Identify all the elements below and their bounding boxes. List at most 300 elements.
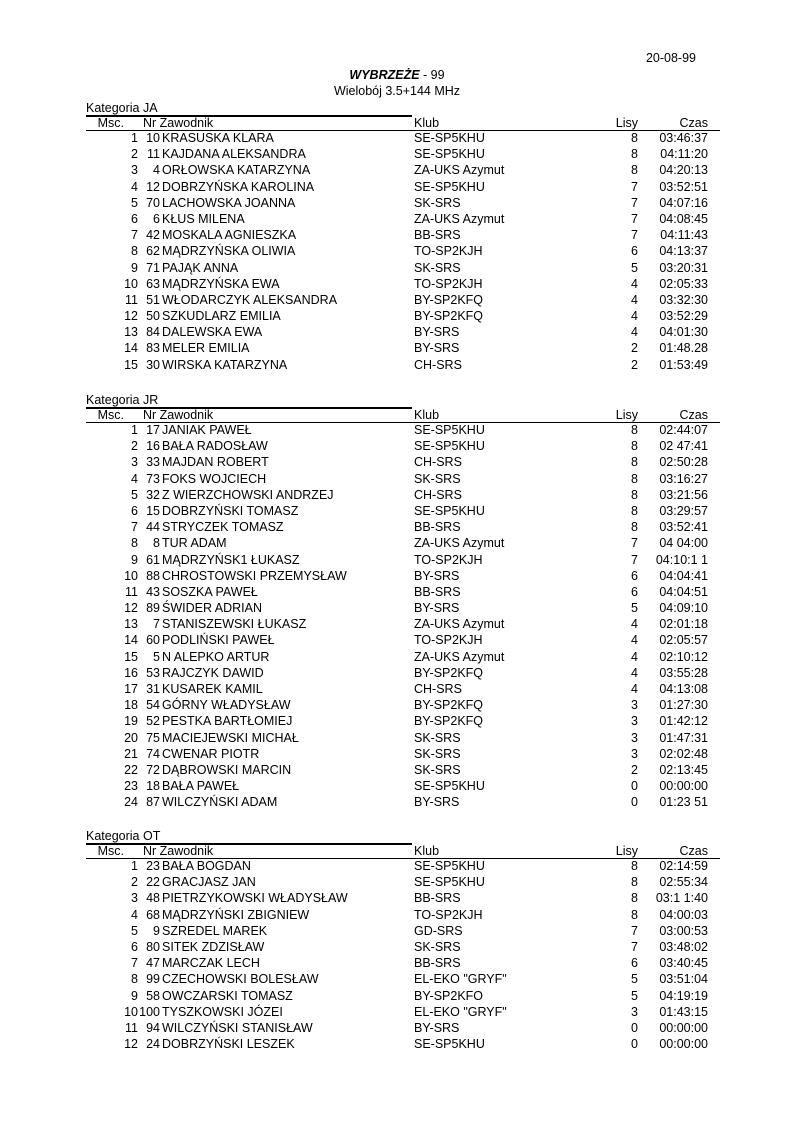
competitor-name-cell: ŚWIDER ADRIAN	[162, 601, 263, 616]
event-name: WYBRZEŻE	[349, 68, 420, 82]
club-cell: SE-SP5KHU	[414, 859, 485, 873]
place-cell: 2	[131, 147, 138, 162]
category-title: Kategoria OT	[86, 829, 161, 843]
place-cell: 6	[131, 211, 138, 226]
foxes-count-cell: 8	[631, 471, 638, 486]
time-cell: 02:50:28	[659, 455, 708, 470]
foxes-count-cell: 8	[631, 907, 638, 922]
table-row	[86, 227, 720, 243]
table-row	[86, 454, 720, 470]
place-cell: 23	[124, 779, 138, 794]
club-cell: EL-EKO "GRYF"	[414, 1004, 507, 1019]
start-number-cell: 94	[146, 1020, 160, 1035]
foxes-count-cell: 8	[631, 131, 638, 145]
competitor-name-cell: MĄDRZYŃSKA OLIWIA	[162, 244, 296, 259]
time-cell: 01:23 51	[659, 795, 708, 810]
place-cell: 15	[124, 649, 138, 664]
club-cell: SK-SRS	[414, 195, 461, 210]
club-cell: SK-SRS	[414, 471, 461, 486]
start-number-cell: 61	[146, 552, 160, 567]
place-cell: 9	[131, 552, 138, 567]
time-cell: 04:11:20	[660, 147, 708, 162]
place-cell: 8	[131, 244, 138, 259]
club-cell: SE-SP5KHU	[414, 875, 485, 890]
club-cell: BY-SP2KFO	[414, 988, 484, 1003]
table-row	[86, 794, 720, 810]
table-row	[86, 616, 720, 632]
competitor-name-cell: MACIEJEWSKI MICHAŁ	[162, 730, 299, 745]
place-cell: 8	[131, 972, 138, 987]
table-row	[86, 422, 720, 438]
header-top-rule	[86, 407, 412, 409]
club-cell: SE-SP5KHU	[414, 779, 485, 794]
table-header	[86, 116, 720, 130]
time-cell: 03:29:57	[659, 503, 708, 518]
foxes-count-cell: 4	[631, 665, 638, 680]
time-cell: 00:00:00	[659, 779, 708, 794]
time-cell: 04:13:08	[659, 682, 708, 696]
competitor-name-cell: KRASUSKA KLARA	[162, 131, 274, 145]
club-cell: BB-SRS	[414, 891, 461, 906]
competitor-name-cell: STRYCZEK TOMASZ	[162, 520, 284, 535]
foxes-count-cell: 7	[631, 923, 638, 938]
foxes-count-cell: 8	[631, 147, 638, 162]
time-cell: 04:10:1 1	[655, 552, 708, 567]
competitor-name-cell: TUR ADAM	[162, 536, 227, 551]
start-number-cell: 24	[146, 1037, 160, 1052]
competitor-name-cell: KAJDANA ALEKSANDRA	[162, 147, 306, 162]
table-row	[86, 260, 720, 276]
time-cell: 01:43:15	[659, 1004, 708, 1019]
foxes-count-cell: 6	[631, 244, 638, 259]
event-year: - 99	[423, 68, 445, 82]
table-row	[86, 211, 720, 227]
competitor-name-cell: MELER EMILIA	[162, 341, 250, 356]
start-number-cell: 7	[153, 617, 160, 632]
time-cell: 03:16:27	[659, 471, 708, 486]
place-cell: 3	[131, 163, 138, 178]
place-cell: 5	[131, 195, 138, 210]
foxes-count-cell: 6	[631, 956, 638, 971]
start-number-cell: 80	[146, 939, 160, 954]
time-cell: 04:19:19	[659, 988, 708, 1003]
club-cell: SE-SP5KHU	[414, 503, 485, 518]
start-number-cell: 62	[146, 244, 160, 259]
place-cell: 2	[131, 439, 138, 454]
table-row	[86, 697, 720, 713]
header-top-rule	[86, 843, 412, 845]
table-row	[86, 438, 720, 454]
table-row	[86, 858, 720, 874]
club-cell: BB-SRS	[414, 584, 461, 599]
start-number-cell: 51	[146, 292, 160, 307]
competitor-name-cell: CHROSTOWSKI PRZEMYSŁAW	[162, 568, 347, 583]
table-row	[86, 907, 720, 923]
club-cell: BY-SP2KFQ	[414, 665, 484, 680]
place-cell: 18	[124, 698, 138, 713]
start-number-cell: 74	[146, 746, 160, 761]
place-cell: 17	[124, 682, 138, 696]
event-subtitle: Wielobój 3.5+144 MHz	[333, 84, 461, 98]
club-cell: ZA-UKS Azymut	[414, 211, 505, 226]
place-cell: 10	[124, 568, 138, 583]
col-nr-zawodnik-header: Nr Zawodnik	[143, 116, 214, 130]
start-number-cell: 70	[146, 195, 160, 210]
start-number-cell: 22	[146, 875, 160, 890]
time-cell: 01:53:49	[659, 357, 708, 372]
table-row	[86, 162, 720, 178]
place-cell: 7	[131, 520, 138, 535]
competitor-name-cell: N ALEPKO ARTUR	[162, 649, 270, 664]
start-number-cell: 53	[146, 665, 160, 680]
start-number-cell: 15	[146, 503, 160, 518]
competitor-name-cell: Z WIERZCHOWSKI ANDRZEJ	[162, 487, 334, 502]
col-msc-header: Msc.	[97, 844, 124, 858]
table-row	[86, 762, 720, 778]
place-cell: 8	[131, 536, 138, 551]
club-cell: BY-SP2KFQ	[414, 309, 484, 324]
competitor-name-cell: WIRSKA KATARZYNA	[162, 357, 288, 372]
club-cell: TO-SP2KJH	[414, 276, 483, 291]
time-cell: 02:05:33	[659, 276, 708, 291]
time-cell: 04:04:51	[659, 584, 708, 599]
table-row	[86, 600, 720, 616]
foxes-count-cell: 4	[631, 292, 638, 307]
start-number-cell: 63	[146, 276, 160, 291]
club-cell: CH-SRS	[414, 455, 462, 470]
competitor-name-cell: GÓRNY WŁADYSŁAW	[162, 698, 291, 713]
club-cell: TO-SP2KJH	[414, 633, 483, 648]
table-row	[86, 308, 720, 324]
table-header	[86, 408, 720, 422]
foxes-count-cell: 3	[631, 714, 638, 729]
foxes-count-cell: 4	[631, 682, 638, 696]
club-cell: CH-SRS	[414, 682, 462, 696]
competitor-name-cell: WŁODARCZYK ALEKSANDRA	[162, 292, 338, 307]
start-number-cell: 16	[146, 439, 160, 454]
foxes-count-cell: 8	[631, 487, 638, 502]
col-nr-zawodnik-header: Nr Zawodnik	[143, 844, 214, 858]
start-number-cell: 84	[146, 325, 160, 340]
place-cell: 12	[124, 1037, 138, 1052]
foxes-count-cell: 7	[631, 179, 638, 194]
club-cell: CH-SRS	[414, 487, 462, 502]
start-number-cell: 9	[153, 923, 160, 938]
competitor-name-cell: DOBRZYŃSKI TOMASZ	[162, 503, 299, 518]
table-row	[86, 681, 720, 697]
start-number-cell: 58	[146, 988, 160, 1003]
table-row	[86, 324, 720, 340]
start-number-cell: 73	[146, 471, 160, 486]
time-cell: 04:13:37	[659, 244, 708, 259]
club-cell: BY-SRS	[414, 1020, 460, 1035]
competitor-name-cell: OWCZARSKI TOMASZ	[162, 988, 293, 1003]
col-czas-header: Czas	[679, 844, 708, 858]
club-cell: BB-SRS	[414, 228, 461, 243]
competitor-name-cell: WILCZYŃSKI ADAM	[162, 795, 278, 810]
table-row	[86, 955, 720, 971]
competitor-name-cell: SOSZKA PAWEŁ	[162, 584, 258, 599]
col-czas-header: Czas	[679, 408, 708, 422]
place-cell: 6	[131, 503, 138, 518]
table-row	[86, 292, 720, 308]
club-cell: SE-SP5KHU	[414, 439, 485, 454]
foxes-count-cell: 0	[631, 779, 638, 794]
time-cell: 03:52:41	[659, 520, 708, 535]
start-number-cell: 83	[146, 341, 160, 356]
start-number-cell: 31	[146, 682, 160, 696]
competitor-name-cell: WILCZYŃSKI STANISŁAW	[162, 1020, 313, 1035]
club-cell: SK-SRS	[414, 730, 461, 745]
place-cell: 3	[131, 891, 138, 906]
col-klub-header: Klub	[414, 116, 440, 130]
time-cell: 02:55:34	[659, 875, 708, 890]
competitor-name-cell: KUSAREK KAMIL	[162, 682, 263, 696]
time-cell: 02:05:57	[659, 633, 708, 648]
time-cell: 04:08:45	[659, 211, 708, 226]
competitor-name-cell: RAJCZYK DAWID	[162, 665, 264, 680]
time-cell: 00:00:00	[659, 1037, 708, 1052]
competitor-name-cell: PODLIŃSKI PAWEŁ	[162, 633, 275, 648]
time-cell: 03:52:51	[659, 179, 708, 194]
time-cell: 04:00:03	[659, 907, 708, 922]
col-klub-header: Klub	[414, 844, 440, 858]
start-number-cell: 30	[146, 357, 160, 372]
start-number-cell: 87	[146, 795, 160, 810]
time-cell: 01:27:30	[659, 698, 708, 713]
club-cell: BY-SP2KFQ	[414, 714, 484, 729]
club-cell: GD-SRS	[414, 923, 463, 938]
foxes-count-cell: 4	[631, 649, 638, 664]
place-cell: 4	[131, 179, 138, 194]
category-title: Kategoria JR	[86, 393, 159, 407]
place-cell: 1	[131, 423, 138, 437]
foxes-count-cell: 8	[631, 439, 638, 454]
foxes-count-cell: 8	[631, 423, 638, 437]
document-title	[0, 67, 794, 99]
place-cell: 2	[131, 875, 138, 890]
col-nr-zawodnik-header: Nr Zawodnik	[143, 408, 214, 422]
start-number-cell: 89	[146, 601, 160, 616]
club-cell: CH-SRS	[414, 357, 462, 372]
start-number-cell: 47	[146, 956, 160, 971]
table-row	[86, 179, 720, 195]
foxes-count-cell: 6	[631, 568, 638, 583]
place-cell: 11	[125, 1020, 138, 1035]
start-number-cell: 72	[146, 762, 160, 777]
start-number-cell: 17	[146, 423, 160, 437]
start-number-cell: 43	[146, 584, 160, 599]
start-number-cell: 4	[153, 163, 160, 178]
place-cell: 1	[131, 131, 138, 145]
table-row	[86, 939, 720, 955]
table-row	[86, 890, 720, 906]
place-cell: 24	[124, 795, 138, 810]
foxes-count-cell: 5	[631, 260, 638, 275]
start-number-cell: 71	[146, 260, 160, 275]
start-number-cell: 99	[146, 972, 160, 987]
foxes-count-cell: 2	[631, 341, 638, 356]
place-cell: 3	[131, 455, 138, 470]
table-row	[86, 1004, 720, 1020]
club-cell: BB-SRS	[414, 520, 461, 535]
foxes-count-cell: 7	[631, 211, 638, 226]
time-cell: 04:20:13	[659, 163, 708, 178]
start-number-cell: 60	[146, 633, 160, 648]
competitor-name-cell: MAJDAN ROBERT	[162, 455, 269, 470]
place-cell: 15	[124, 357, 138, 372]
competitor-name-cell: PESTKA BARTŁOMIEJ	[162, 714, 293, 729]
place-cell: 10	[124, 1004, 138, 1019]
col-msc-header: Msc.	[97, 408, 124, 422]
table-row	[86, 1020, 720, 1036]
club-cell: ZA-UKS Azymut	[414, 649, 505, 664]
competitor-name-cell: SZREDEL MAREK	[162, 923, 268, 938]
col-lisy-header: Lisy	[615, 116, 638, 130]
table-row	[86, 988, 720, 1004]
club-cell: BY-SRS	[414, 601, 460, 616]
time-cell: 03:55:28	[659, 665, 708, 680]
club-cell: SE-SP5KHU	[414, 179, 485, 194]
foxes-count-cell: 8	[631, 859, 638, 873]
start-number-cell: 12	[146, 179, 160, 194]
place-cell: 7	[131, 956, 138, 971]
place-cell: 21	[124, 746, 138, 761]
start-number-cell: 54	[146, 698, 160, 713]
time-cell: 03:32:30	[659, 292, 708, 307]
table-row	[86, 568, 720, 584]
start-number-cell: 48	[146, 891, 160, 906]
place-cell: 6	[131, 939, 138, 954]
time-cell: 03:20:31	[659, 260, 708, 275]
foxes-count-cell: 4	[631, 325, 638, 340]
foxes-count-cell: 8	[631, 891, 638, 906]
competitor-name-cell: MĄDRZYŃSK1 ŁUKASZ	[162, 552, 300, 567]
club-cell: TO-SP2KJH	[414, 552, 483, 567]
time-cell: 03:00:53	[659, 923, 708, 938]
place-cell: 16	[124, 665, 138, 680]
competitor-name-cell: SZKUDLARZ EMILIA	[162, 309, 281, 324]
time-cell: 04:07:16	[659, 195, 708, 210]
competitor-name-cell: ORŁOWSKA KATARZYNA	[162, 163, 311, 178]
table-header	[86, 844, 720, 858]
table-row	[86, 503, 720, 519]
table-row	[86, 665, 720, 681]
club-cell: SK-SRS	[414, 939, 461, 954]
header-top-rule	[86, 115, 412, 117]
foxes-count-cell: 0	[631, 1020, 638, 1035]
place-cell: 11	[125, 292, 138, 307]
place-cell: 5	[131, 487, 138, 502]
time-cell: 04:04:41	[659, 568, 708, 583]
foxes-count-cell: 8	[631, 503, 638, 518]
time-cell: 02:10:12	[659, 649, 708, 664]
club-cell: SE-SP5KHU	[414, 423, 485, 437]
start-number-cell: 75	[146, 730, 160, 745]
competitor-name-cell: MARCZAK LECH	[162, 956, 260, 971]
competitor-name-cell: SITEK ZDZISŁAW	[162, 939, 265, 954]
start-number-cell: 50	[146, 309, 160, 324]
start-number-cell: 11	[147, 147, 160, 162]
competitor-name-cell: MĄDRZYŃSKI ZBIGNIEW	[162, 907, 310, 922]
competitor-name-cell: DALEWSKA EWA	[162, 325, 263, 340]
competitor-name-cell: GRACJASZ JAN	[162, 875, 256, 890]
foxes-count-cell: 7	[631, 939, 638, 954]
club-cell: BY-SRS	[414, 325, 460, 340]
club-cell: ZA-UKS Azymut	[414, 617, 505, 632]
time-cell: 02:13:45	[659, 762, 708, 777]
table-row	[86, 519, 720, 535]
foxes-count-cell: 3	[631, 698, 638, 713]
club-cell: BB-SRS	[414, 956, 461, 971]
foxes-count-cell: 4	[631, 617, 638, 632]
table-row	[86, 195, 720, 211]
category-section-ot	[86, 828, 720, 1052]
table-row	[86, 535, 720, 551]
foxes-count-cell: 4	[631, 276, 638, 291]
place-cell: 12	[124, 309, 138, 324]
place-cell: 9	[131, 988, 138, 1003]
time-cell: 00:00:00	[659, 1020, 708, 1035]
place-cell: 1	[131, 859, 138, 873]
time-cell: 02:01:18	[659, 617, 708, 632]
start-number-cell: 10	[146, 131, 160, 145]
table-row	[86, 730, 720, 746]
competitor-name-cell: DĄBROWSKI MARCIN	[162, 762, 292, 777]
place-cell: 20	[124, 730, 138, 745]
time-cell: 03:40:45	[659, 956, 708, 971]
competitor-name-cell: CWENAR PIOTR	[162, 746, 260, 761]
competitor-name-cell: MĄDRZYŃSKA EWA	[162, 276, 280, 291]
time-cell: 02 47:41	[659, 439, 708, 454]
foxes-count-cell: 4	[631, 309, 638, 324]
club-cell: BY-SRS	[414, 568, 460, 583]
document-date: 20-08-99	[645, 51, 696, 65]
place-cell: 5	[131, 923, 138, 938]
time-cell: 03:46:37	[659, 131, 708, 145]
start-number-cell: 44	[146, 520, 160, 535]
foxes-count-cell: 0	[631, 1037, 638, 1052]
time-cell: 04:11:43	[660, 228, 708, 243]
foxes-count-cell: 7	[631, 552, 638, 567]
place-cell: 13	[124, 325, 138, 340]
club-cell: SE-SP5KHU	[414, 131, 485, 145]
col-lisy-header: Lisy	[615, 844, 638, 858]
time-cell: 03:1 1:40	[655, 891, 708, 906]
table-row	[86, 357, 720, 373]
time-cell: 03:51:04	[659, 972, 708, 987]
competitor-name-cell: PAJĄK ANNA	[162, 260, 239, 275]
time-cell: 03:48:02	[659, 939, 708, 954]
competitor-name-cell: BAŁA BOGDAN	[162, 859, 251, 873]
start-number-cell: 42	[146, 228, 160, 243]
start-number-cell: 8	[153, 536, 160, 551]
table-row	[86, 243, 720, 259]
competitor-name-cell: LACHOWSKA JOANNA	[162, 195, 296, 210]
table-row	[86, 340, 720, 356]
club-cell: BY-SP2KFQ	[414, 292, 484, 307]
place-cell: 10	[124, 276, 138, 291]
foxes-count-cell: 0	[631, 795, 638, 810]
foxes-count-cell: 5	[631, 972, 638, 987]
foxes-count-cell: 3	[631, 746, 638, 761]
col-czas-header: Czas	[679, 116, 708, 130]
col-klub-header: Klub	[414, 408, 440, 422]
foxes-count-cell: 7	[631, 536, 638, 551]
club-cell: SK-SRS	[414, 746, 461, 761]
place-cell: 14	[124, 341, 138, 356]
foxes-count-cell: 8	[631, 163, 638, 178]
